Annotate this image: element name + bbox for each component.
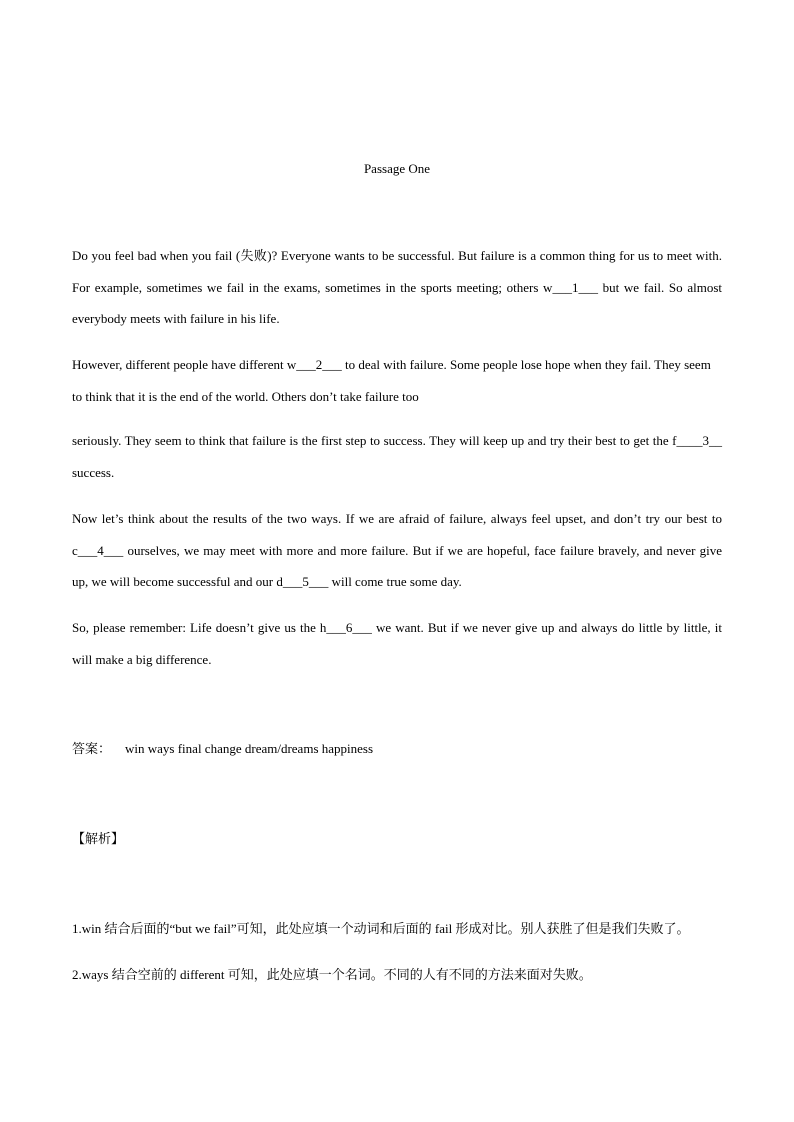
answer-text: win ways final change dream/dreams happiness xyxy=(125,741,374,756)
paragraph-3: seriously. They seem to think that failure is the first step to success. They will keep up and try their best to get the f____3__ success. xyxy=(72,433,722,480)
analysis-note-1: 1.win 结合后面的“but we fail”可知，此处应填一个动词和后面的 fail 形成对比。别人获胜了但是我们失败了。 xyxy=(72,921,690,936)
paragraph-5: So, please remember: Life doesn’t give us the h___6___ we want. But if we never give up and always do little by little, it will make a big difference. xyxy=(72,620,722,667)
answer-line xyxy=(72,740,722,758)
paragraph-2: However, different people have different w___2___ to deal with failure. Some people lose hope when they fail. They seem to think that it is the end of the world. Others don’t take failure too xyxy=(72,357,711,404)
paragraph-4: Now let’s think about the results of the two ways. If we are afraid of failure, always feel upset, and don’t try our best to c___4___ ourselves, we may meet with more and more failure. But if we are hopeful, face failure bravely, and never give up, we will become successful and our d___5___ will come true some day. xyxy=(72,511,722,589)
paragraph-1: Do you feel bad when you fail (失败)? Everyone wants to be successful. But failure is a common thing for us to meet with. For example, sometimes we fail in the exams, sometimes in the sports meeting; others w___1___ but we fail. So almost everybody meets with failure in his life. xyxy=(72,248,722,326)
passage-title: Passage One xyxy=(363,161,431,176)
analysis-heading: 【解析】 xyxy=(72,831,125,846)
answer-label: 答案： xyxy=(72,741,112,756)
analysis-note-2: 2.ways 结合空前的 different 可知，此处应填一个名词。不同的人有不同的方法来面对失败。 xyxy=(72,967,592,982)
